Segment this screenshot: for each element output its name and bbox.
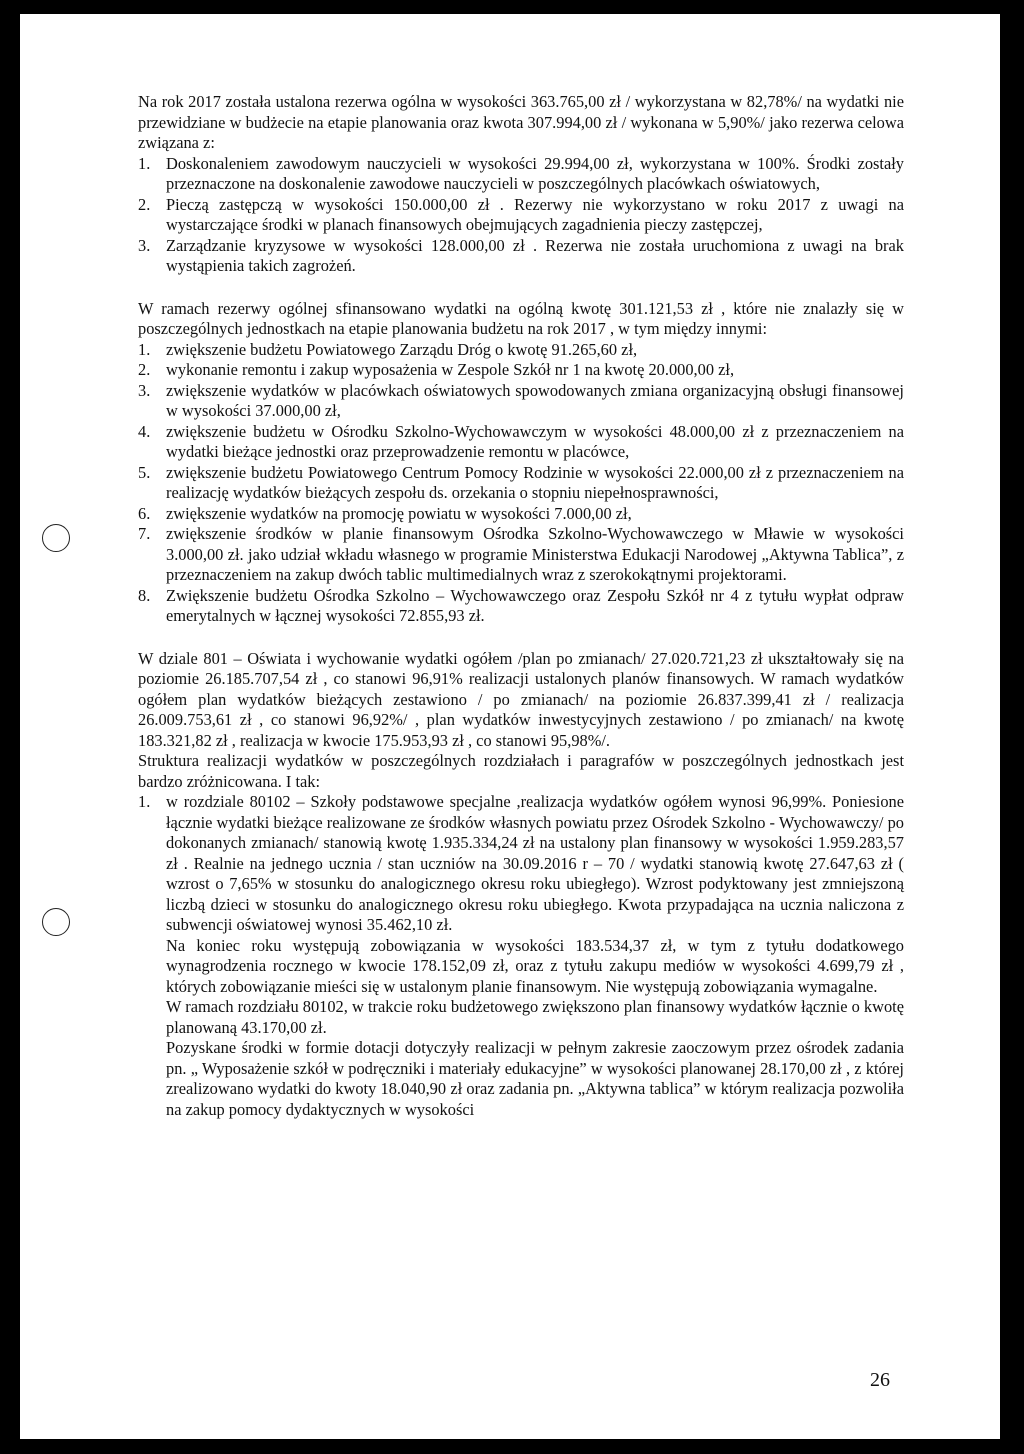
- list-item-number: 3.: [138, 235, 151, 255]
- list-item-text: w rozdziale 80102 – Szkoły podstawowe specjalne ,realizacja wydatków ogółem wynosi 96,99%. Poniesione łącznie wydatki bieżące realizowane ze środków własnych powiatu przez Ośrodek Szkolno - Wychowawczy/ po dokonanych zmianach/ stanowią kwotę 1.935.334,24 zł na ustalony plan finansowy w wysokości 1.959.283,57 zł . Realnie na jednego ucznia / stan uczniów na 30.09.2016 r – 70 / wydatki stanowią kwotę 27.647,63 zł ( wzrost o 7,65% w stosunku do analogicznego okresu roku ubiegłego). Wzrost podyktowany jest zmniejszoną liczbą dzieci w stosunku do analogicznego okresu roku ubiegłego. Kwota przypadająca na ucznia naliczona z subwencji oświatowej wynosi 35.462,10 zł.: [166, 792, 904, 934]
- paragraph-structure-intro: Struktura realizacji wydatków w poszczególnych rozdziałach i paragrafów w poszczególnych jednostkach jest bardzo zróżnicowana. I tak:: [138, 751, 904, 791]
- list-item-text: Doskonaleniem zawodowym nauczycieli w wysokości 29.994,00 zł, wykorzystana w 100%. Środki zostały przeznaczone na doskonalenie zawodowe nauczycieli w poszczególnych placówkach oświatowych,: [166, 153, 904, 193]
- list-item-text: Na koniec roku występują zobowiązania w wysokości 183.534,37 zł, w tym z tytułu dodatkowego wynagrodzenia rocznego w kwocie 178.152,09 zł, oraz z tytułu zakupu mediów w wysokości 4.699,79 zł , których zobowiązanie mieści się w ustalonym planie finansowym. Nie występują zobowiązania wymagalne.: [166, 935, 904, 996]
- list-item-text: zwiększenie budżetu Powiatowego Centrum Pomocy Rodzinie w wysokości 22.000,00 zł z przeznaczeniem na realizację wydatków bieżących zespołu ds. orzekania o stopniu niepełnosprawności,: [166, 462, 904, 502]
- list-item: [138, 236, 904, 277]
- list-item-number: 1.: [138, 339, 151, 359]
- paragraph-education-section: W dziale 801 – Oświata i wychowanie wydatki ogółem /plan po zmianach/ 27.020.721,23 zł ukształtowały się na poziomie 26.185.707,54 zł , co stanowi 96,91% realizacji ustalonych planów finansowych. W ramach wydatków ogółem plan wydatków bieżących zestawiono / po zmianach/ na poziomie 26.837.399,41 zł / realizacja 26.009.753,61 zł , co stanowi 96,92%/ , plan wydatków inwestycyjnych zestawiono / po zmianach/ na kwotę 183.321,82 zł , realizacja w kwocie 175.953,93 zł , co stanowi 95,98%/.: [138, 648, 904, 750]
- list-item: [138, 360, 904, 381]
- list-item-number: 1.: [138, 792, 151, 811]
- list-item-number: 8.: [138, 585, 151, 605]
- list-item: [138, 422, 904, 463]
- list-item-text: zwiększenie wydatków w placówkach oświatowych spowodowanych zmiana organizacyjną obsługi finansowej w wysokości 37.000,00 zł,: [166, 380, 904, 420]
- punch-hole-top: [42, 524, 70, 552]
- list-item: [138, 195, 904, 236]
- list-item-text: wykonanie remontu i zakup wyposażenia w Zespole Szkół nr 1 na kwotę 20.000,00 zł,: [166, 360, 735, 379]
- list-item-number: 6.: [138, 503, 151, 523]
- list-item-number: 5.: [138, 462, 151, 482]
- list-item: [138, 504, 904, 525]
- list-item: [138, 792, 904, 1120]
- list-item: [138, 524, 904, 586]
- list-item-text: Zarządzanie kryzysowe w wysokości 128.000,00 zł . Rezerwa nie została uruchomiona z uwagi na brak wystąpienia takich zagrożeń.: [166, 235, 904, 275]
- punch-hole-bottom: [42, 908, 70, 936]
- paragraph-general-reserve: W ramach rezerwy ogólnej sfinansowano wydatki na ogólną kwotę 301.121,53 zł , które nie znalazły się w poszczególnych jednostkach na etapie planowania budżetu na rok 2017 , w tym między innymi:: [138, 298, 904, 338]
- list-item: [138, 381, 904, 422]
- list-item: [138, 463, 904, 504]
- list-item-text: zwiększenie wydatków na promocję powiatu w wysokości 7.000,00 zł,: [166, 503, 632, 523]
- list-item-text: zwiększenie środków w planie finansowym Ośrodka Szkolno-Wychowawczego w Mławie w wysokości 3.000,00 zł. jako udział wkładu własnego w programie Ministerstwa Edukacji Narodowej „Aktywna Tablica”, z przeznaczeniem na zakup dwóch tablic multimedialnych wraz z szerokokątnymi projektorami.: [166, 524, 904, 584]
- list-item-text: Pozyskane środki w formie dotacji dotyczyły realizacji w pełnym zakresie zaoczowym przez ośrodek zadania pn. „ Wyposażenie szkół w podręczniki i materiały edukacyjne” w wysokości planowanej 28.170,00 zł , z której zrealizowano wydatki do kwoty 18.040,90 zł oraz zadania pn. „Aktywna tablica” w którym realizacja pozwoliła na zakup pomocy dydaktycznych w wysokości: [166, 1038, 904, 1119]
- list-item-text: W ramach rozdziału 80102, w trakcie roku budżetowego zwiększono plan finansowy wydatków łącznie o kwotę planowaną 43.170,00 zł.: [166, 997, 904, 1037]
- list-item-text: zwiększenie budżetu Powiatowego Zarządu Dróg o kwotę 91.265,60 zł,: [166, 339, 638, 359]
- list-item: [138, 586, 904, 627]
- paragraph-reserve-intro: Na rok 2017 została ustalona rezerwa ogólna w wysokości 363.765,00 zł / wykorzystana w 82,78%/ na wydatki nie przewidziane w budżecie na etapie planowania oraz kwota 307.994,00 zł / wykonana w 5,90%/ jako rezerwa celowa związana z:: [138, 92, 904, 152]
- list-item: [138, 154, 904, 195]
- list-item-body: [166, 792, 904, 1120]
- list-item-text: zwiększenie budżetu w Ośrodku Szkolno-Wychowawczym w wysokości 48.000,00 zł z przeznaczeniem na wydatki bieżące jednostki oraz przeprowadzenie remontu w placówce,: [166, 421, 904, 461]
- list-item-number: 2.: [138, 194, 151, 214]
- list-item-text: Pieczą zastępczą w wysokości 150.000,00 zł . Rezerwy nie wykorzystano w roku 2017 z uwagi na wystarczające środki w planach finansowych obejmujących zagadnienia pieczy zastępczej,: [166, 194, 904, 234]
- page-number: 26: [870, 1369, 890, 1391]
- document-body: [138, 92, 904, 1120]
- list-item-number: 3.: [138, 380, 151, 400]
- list-item: [138, 340, 904, 361]
- list-item-number: 1.: [138, 153, 151, 173]
- list-item-text: Zwiększenie budżetu Ośrodka Szkolno – Wychowawczego oraz Zespołu Szkół nr 4 z tytułu wypłat odpraw emerytalnych w łącznej wysokości 72.855,93 zł.: [166, 585, 904, 625]
- document-page: [20, 14, 1000, 1439]
- list-item-number: 7.: [138, 524, 151, 543]
- list-item-number: 4.: [138, 421, 151, 441]
- list-item-number: 2.: [138, 360, 151, 379]
